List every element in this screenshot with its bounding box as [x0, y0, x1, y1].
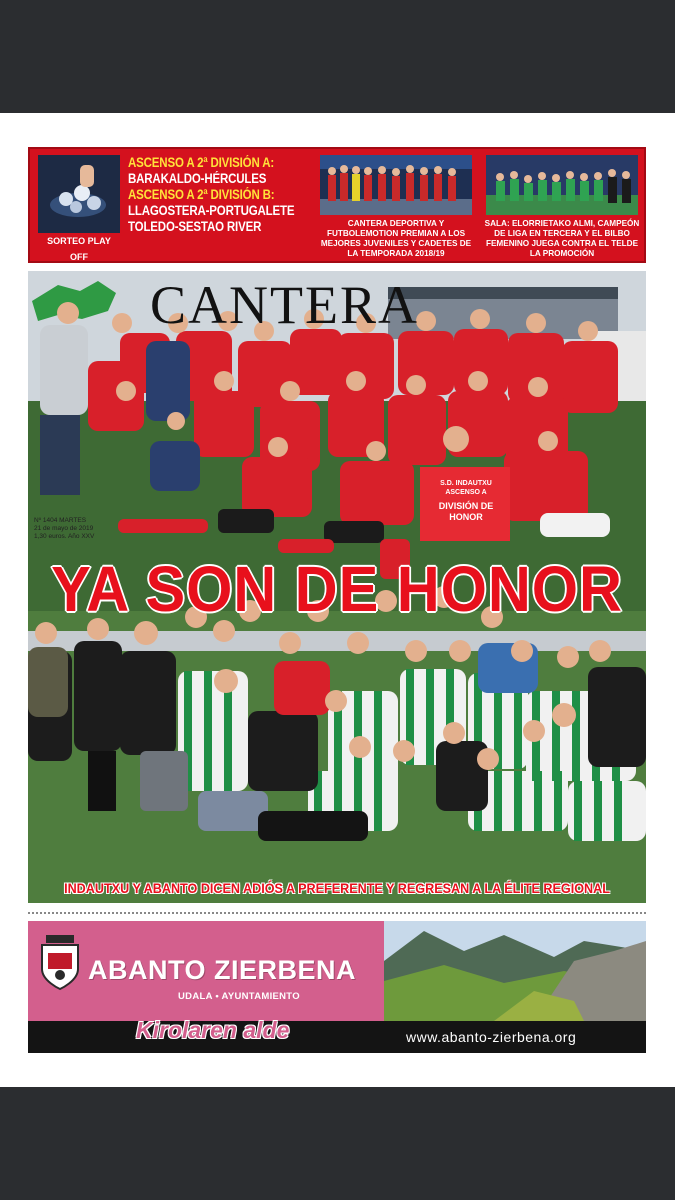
futsal-caption: SALA: ELORRIETAKO ALMI, CAMPEÓN DE LIGA EN TERCERA Y EL BILBO FEMENINO JUEGA CONTRA EL TELDE LA PROMOCIÓN: [484, 219, 640, 258]
section-divider: [28, 912, 646, 914]
issue-number: Nº 1404 MARTES: [34, 517, 87, 524]
awards-caption: CANTERA DEPORTIVA Y FUTBOLEMOTION PREMIAN A LOS MEJORES JUVENILES Y CADETES DE LA TEMPORADA 2018/19: [320, 219, 472, 258]
awards-photo: [320, 155, 472, 215]
banner-headline-2: ASCENSO A 2ª DIVISIÓN B:: [128, 187, 275, 202]
banner-match-3: TOLEDO-SESTAO RIVER: [128, 219, 262, 234]
banner-headline-1: ASCENSO A 2ª DIVISIÓN A:: [128, 155, 275, 170]
issue-info: [34, 517, 114, 541]
landscape-image: [384, 921, 646, 1021]
held-shirt-text: [426, 479, 506, 523]
cover-photo: [28, 271, 646, 903]
newspaper-page: [0, 113, 675, 1087]
top-banner: [28, 147, 646, 263]
advertisement[interactable]: [28, 921, 646, 1053]
main-headline: YA SON DE HONOR: [51, 553, 623, 625]
banner-headlines: [128, 155, 318, 235]
shirt-text-ascenso: ASCENSO A: [445, 489, 487, 496]
shirt-text-club: S.D. INDAUTXU: [440, 480, 492, 487]
sub-headline: INDAUTXU Y ABANTO DICEN ADIÓS A PREFERENTE Y REGRESAN A LA ÉLITE REGIONAL: [64, 880, 610, 896]
issue-date: 21 de mayo de 2019: [34, 525, 94, 532]
banner-match-1: BARAKALDO-HÉRCULES: [128, 171, 267, 186]
shirt-text-division: DIVISIÓN DE HONOR: [438, 501, 494, 522]
banner-match-2: LLAGOSTERA-PORTUGALETE: [128, 203, 295, 218]
coat-of-arms-icon: [40, 935, 80, 989]
sorteo-label: SORTEO PLAY OFF: [38, 233, 120, 249]
futsal-photo: [486, 155, 638, 215]
ad-udala: UDALA • AYUNTAMIENTO: [178, 991, 300, 1002]
sorteo-photo: [38, 155, 120, 262]
issue-price: 1,30 euros. Año XXV: [34, 533, 95, 540]
ad-url-link[interactable]: www.abanto-zierbena.org: [406, 1029, 577, 1045]
masthead-logo: CANTERA: [150, 275, 419, 335]
ad-brand: ABANTO ZIERBENA: [88, 955, 357, 985]
ad-slogan: Kirolaren alde: [136, 1017, 290, 1043]
lottery-balls-image: [48, 165, 108, 220]
